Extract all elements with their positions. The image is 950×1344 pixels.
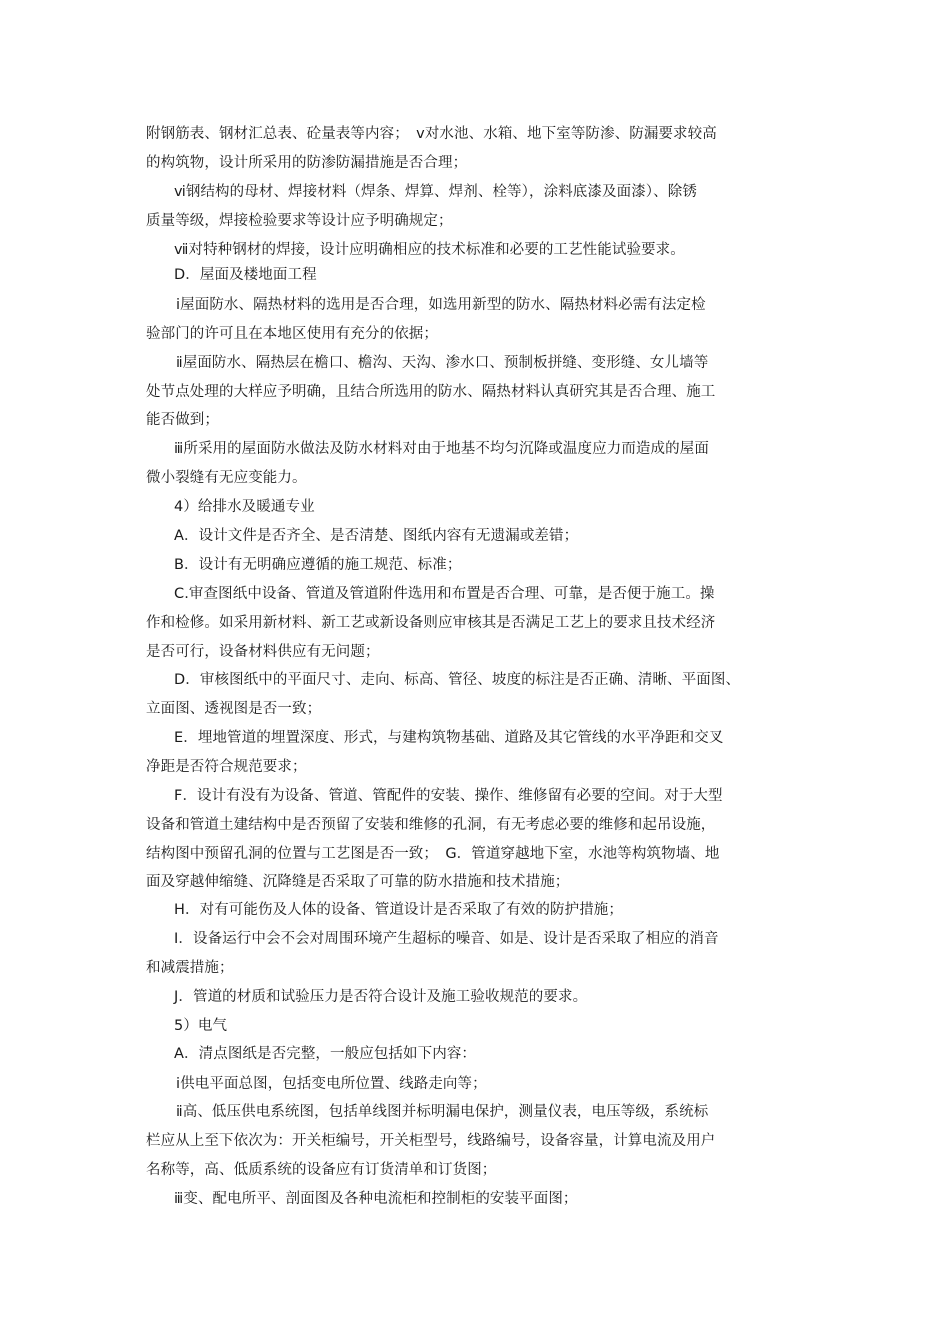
text-line: ⅵ钢结构的母材、焊接材料（焊条、焊算、焊剂、栓等），涂料底漆及面漆）、除锈 xyxy=(174,184,697,200)
text-line: H．对有可能伤及人体的设备、管道设计是否采取了有效的防护措施； xyxy=(174,902,624,918)
text-line: D．审核图纸中的平面尺寸、走向、标高、管径、坡度的标注是否正确、清晰、平面图、 xyxy=(174,672,741,688)
text-line: J．管道的材质和试验压力是否符合设计及施工验收规范的要求。 xyxy=(174,989,588,1005)
text-line: 能否做到； xyxy=(146,412,219,428)
text-line: F．设计有没有为设备、管道、管配件的安装、操作、维修留有必要的空间。对于大型 xyxy=(174,788,723,804)
text-line: 立面图、透视图是否一致； xyxy=(146,701,322,717)
text-line: C.审查图纸中设备、管道及管道附件选用和布置是否合理、可靠，是否便于施工。操 xyxy=(174,586,715,602)
section-heading: 5）电气 xyxy=(174,1018,228,1034)
text-line: B．设计有无明确应遵循的施工规范、标准； xyxy=(174,557,462,573)
text-line: 是否可行，设备材料供应有无问题； xyxy=(146,644,380,660)
text-line: I．设备运行中会不会对周围环境产生超标的噪音、如是、设计是否采取了相应的消音 xyxy=(174,931,719,947)
text-line: A．清点图纸是否完整，一般应包括如下内容： xyxy=(174,1046,477,1062)
text-line: 结构图中预留孔洞的位置与工艺图是否一致； G．管道穿越地下室，水池等构筑物墙、地 xyxy=(146,846,720,862)
text-line: 验部门的许可且在本地区使用有充分的依据； xyxy=(146,326,438,342)
text-line: 质量等级，焊接检验要求等设计应予明确规定； xyxy=(146,213,453,229)
text-line: 净距是否符合规范要求； xyxy=(146,759,307,775)
text-line: 作和检修。如采用新材料、新工艺或新设备则应审核其是否满足工艺上的要求且技术经济 xyxy=(146,615,716,631)
text-line: 设备和管道土建结构中是否预留了安装和维修的孔洞，有无考虑必要的维修和起吊设施， xyxy=(146,817,716,833)
section-heading: D．屋面及楼地面工程 xyxy=(174,267,317,283)
text-line: ⅲ变、配电所平、剖面图及各种电流柜和控制柜的安装平面图； xyxy=(174,1191,578,1207)
text-line: 栏应从上至下依次为：开关柜编号，开关柜型号，线路编号，设备容量，计算电流及用户 xyxy=(146,1133,716,1149)
text-line: ⅰ供电平面总图，包括变电所位置、线路走向等； xyxy=(176,1076,487,1092)
text-line: 附钢筋表、钢材汇总表、砼量表等内容； ⅴ对水池、水箱、地下室等防渗、防漏要求较高 xyxy=(146,126,717,142)
text-line: ⅰ屋面防水、隔热材料的选用是否合理，如选用新型的防水、隔热材料必需有法定检 xyxy=(176,297,706,313)
text-line: 微小裂缝有无应变能力。 xyxy=(146,470,307,486)
text-line: 名称等，高、低质系统的设备应有订货清单和订货图； xyxy=(146,1162,497,1178)
text-line: ⅲ所采用的屋面防水做法及防水材料对由于地基不均匀沉降或温度应力而造成的屋面 xyxy=(174,441,709,457)
text-line: 处节点处理的大样应予明确，且结合所选用的防水、隔热材料认真研究其是否合理、施工 xyxy=(146,384,716,400)
section-heading: 4）给排水及暖通专业 xyxy=(174,499,315,515)
text-line: ⅱ屋面防水、隔热层在檐口、檐沟、天沟、渗水口、预制板拼缝、变形缝、女儿墙等 xyxy=(176,355,709,371)
text-line: A．设计文件是否齐全、是否清楚、图纸内容有无遗漏或差错； xyxy=(174,528,579,544)
text-line: 面及穿越伸缩缝、沉降缝是否采取了可靠的防水措施和技术措施； xyxy=(146,874,570,890)
text-line: ⅶ对特种钢材的焊接，设计应明确相应的技术标准和必要的工艺性能试验要求。 xyxy=(174,242,685,258)
text-line: E．埋地管道的埋置深度、形式，与建构筑物基础、道路及其它管线的水平净距和交叉 xyxy=(174,730,724,746)
text-line: 和减震措施； xyxy=(146,960,234,976)
text-line: ⅱ高、低压供电系统图，包括单线图并标明漏电保护，测量仪表，电压等级，系统标 xyxy=(176,1104,709,1120)
text-line: 的构筑物，设计所采用的防渗防漏措施是否合理； xyxy=(146,155,468,171)
